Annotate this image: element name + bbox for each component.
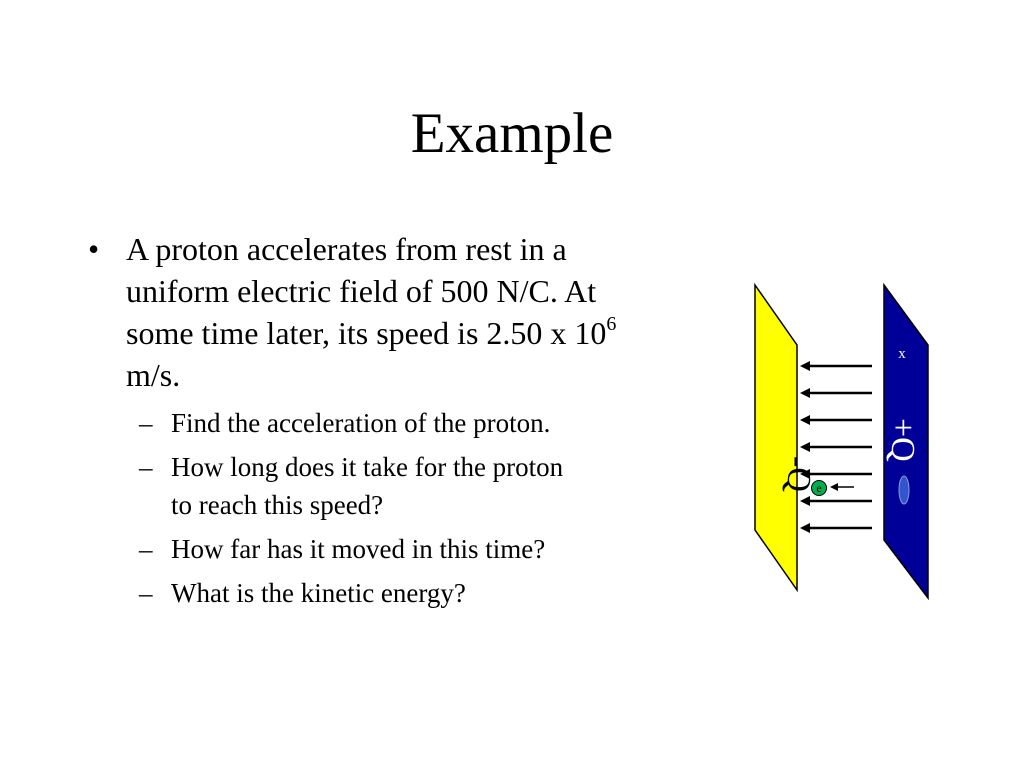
bullet-text-main: A proton accelerates from rest in a uniform electric field of 500 N/C. At some time later, its speed is 2.50 x 10 (126, 231, 607, 351)
sub-item-text: How far has it moved in this time? (171, 534, 546, 564)
sub-item-text: How long does it take for the proton to reach this speed? (171, 452, 564, 520)
negative-plate (755, 285, 797, 590)
force-arrow (830, 483, 854, 491)
field-arrow (800, 415, 872, 425)
bullet-text-tail: m/s. (126, 357, 181, 393)
bullet-exponent: 6 (606, 313, 617, 336)
plate-mark (899, 476, 909, 504)
capacitor-diagram-svg (750, 280, 940, 610)
slide-title: Example (410, 102, 614, 165)
sub-list (139, 404, 668, 612)
field-lines (800, 361, 872, 533)
sub-marker: – (139, 534, 153, 564)
sub-item (139, 404, 668, 442)
sub-item (139, 448, 668, 524)
bullet-text (126, 228, 666, 396)
sub-item-text: Find the acceleration of the proton. (171, 408, 551, 438)
sub-marker: – (139, 578, 153, 608)
particle-label: e (816, 481, 822, 495)
sub-item (139, 574, 668, 612)
sub-marker: – (139, 408, 153, 438)
negative-plate-label: -Q (780, 456, 817, 492)
bullet-item (88, 228, 668, 396)
positive-plate-label: +Q (884, 418, 921, 462)
sub-item (139, 530, 668, 568)
field-arrow (800, 496, 872, 506)
bullet-list (88, 228, 668, 618)
distance-label: x (898, 346, 906, 362)
field-arrow (800, 442, 872, 452)
field-arrow (800, 361, 872, 371)
field-arrow (800, 388, 872, 398)
capacitor-diagram (750, 280, 940, 610)
sub-marker: – (139, 452, 153, 482)
bullet-marker: • (88, 231, 100, 267)
field-arrow (800, 523, 872, 533)
sub-item-text: What is the kinetic energy? (171, 578, 466, 608)
